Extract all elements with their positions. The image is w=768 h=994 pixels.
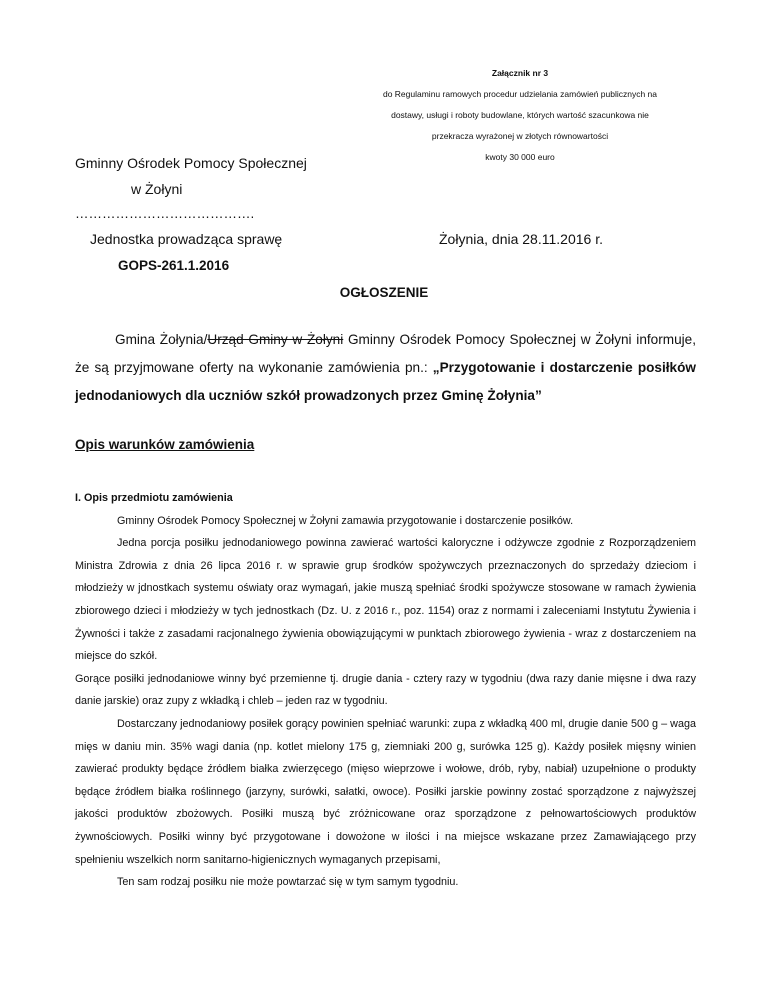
paragraph-2: Jedna porcja posiłku jednodaniowego powinna zawierać wartości kaloryczne i odżywcze zgodnie z Rozporządzeniem Ministra Zdrowia z dnia 26 lipca 2016 r. w sprawie grup środków spożywczych przeznaczonych do sprzedaży dzieciom i młodzieży w jdnostkach systemu oświaty oraz wymagań, jakie muszą spełniać środki spożywcze stosowane w ramach żywienia zbiorowego dzieci i młodzieży w tych jednostkach (Dz. U. z 2016 r., poz. 1154) oraz z normami i zaleceniami Instytutu Żywienia i Żywności i także z zasadami racjonalnego żywienia obowiązującymi w punktach zbiorowego żywienia - wraz z dostarczeniem na miejsce do szkół.: [75, 537, 696, 663]
paragraph-1: Gminny Ośrodek Pomocy Społecznej w Żołyni zamawia przygotowanie i dostarczenie posiłków.: [117, 514, 574, 527]
paragraph-3: Gorące posiłki jednodaniowe winny być przemienne tj. drugie dania - cztery razy w tygodniu (dwa razy danie mięsne i dwa razy danie jarskie) oraz zupy z wkładką i chleb – jeden raz w tygodniu.: [75, 672, 696, 708]
announcement-heading: OGŁOSZENIE: [339, 285, 429, 300]
annex-line: kwoty 30 000 euro: [485, 152, 555, 162]
conditions-heading: Opis warunków zamówienia: [75, 437, 255, 452]
intro-struck-text: Urząd Gminy w Żołyni: [207, 332, 344, 347]
dotted-line: ………………………………….: [75, 206, 255, 221]
section-1-heading: I. Opis przedmiotu zamówienia: [75, 492, 233, 504]
paragraph-5: Ten sam rodzaj posiłku nie może powtarzać się w tym samym tygodniu.: [117, 876, 459, 889]
org-location: w Żołyni: [131, 181, 183, 197]
intro-text-a: Gmina Żołynia/: [115, 332, 208, 347]
annex-block: [360, 68, 680, 162]
annex-title: Załącznik nr 3: [491, 68, 549, 78]
intro-paragraph: [75, 326, 696, 410]
annex-line: przekracza wyrażonej w złotych równowartości: [431, 131, 609, 141]
place-date: Żołynia, dnia 28.11.2016 r.: [439, 231, 603, 247]
paragraph-4: Dostarczany jednodaniowy posiłek gorący powinien spełniać warunki: zupa z wkładką 400 ml, drugie danie 500 g – waga mięs w daniu min. 35% wagi dania (np. kotlet mielony 175 g, ziemniaki 200 g, surówka 125 g). Każdy posiłek mięsny winien zawierać produkty będące źródłem białka zwierzęcego (mięso wieprzowe i wołowe, drób, ryby, nabiał) uzupełnione o produkty będące źródłem białka roślinnego (jarzyny, surówki, sałatki, owoce). Posiłki jarskie powinny zostać sporządzone z najwyższej jakości produktów zbożowych. Posiłki muszą być zróżnicowane oraz sporządzone z pełnowartościowych produktów żywnościowych. Posiłki winny być przygotowane i dowożone w ilości i na miejsce wskazane przez Zamawiającego przy spełnieniu wszelkich norm sanitarno-higienicznych wymaganych przepisami,: [75, 717, 696, 866]
section-body: [75, 487, 696, 894]
annex-line: dostawy, usługi i roboty budowlane, których wartość szacunkowa nie: [391, 110, 649, 120]
intro-text-b: Gminny Ośrodek Pomocy Społecznej w Żołyni informuje, że są przyjmowane oferty na wykonanie zamówienia pn.:: [75, 332, 696, 375]
annex-line: do Regulaminu ramowych procedur udzielania zamówień publicznych na: [382, 89, 658, 99]
contract-title: „Przygotowanie i dostarczenie posiłków jednodaniowych dla uczniów szkół prowadzonych przez Gminę Żołynia”: [75, 360, 696, 403]
org-name: Gminny Ośrodek Pomocy Społecznej: [75, 155, 307, 171]
reference-number: GOPS-261.1.2016: [118, 258, 230, 273]
unit-label: Jednostka prowadząca sprawę: [90, 231, 283, 247]
